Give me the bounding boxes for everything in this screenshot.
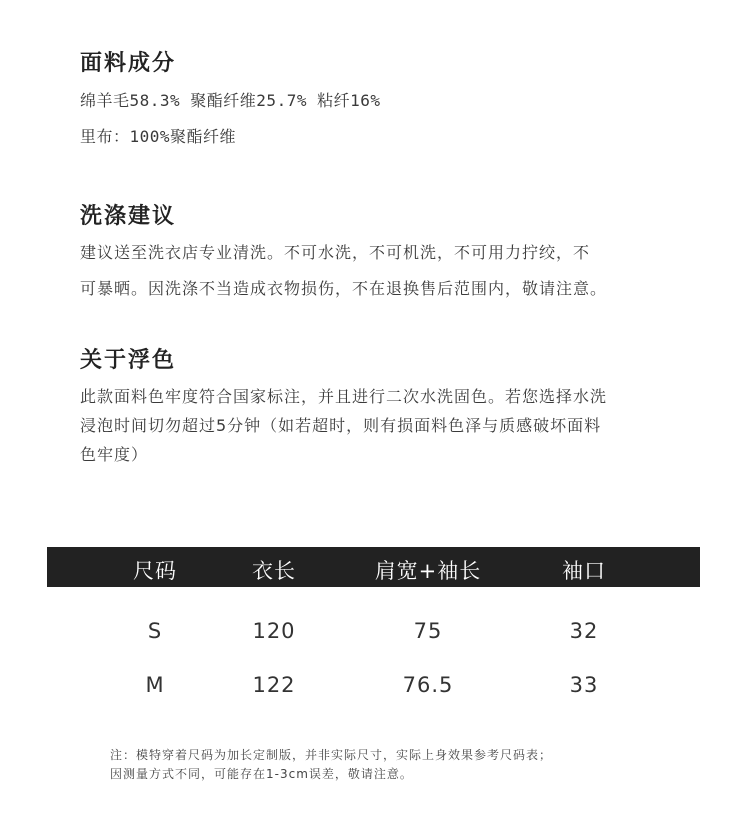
cell-shoulder-sleeve: 75	[413, 619, 443, 643]
cell-length: 120	[252, 619, 296, 643]
washing-text-line-2: 可暴晒。因洗涤不当造成衣物损伤，不在退换售后范围内，敬请注意。	[80, 279, 608, 298]
fabric-lining: 里布：100%聚酯纤维	[80, 127, 237, 146]
fading-title: 关于浮色	[80, 348, 177, 373]
washing-title: 洗涤建议	[80, 204, 177, 229]
note-line-1: 注：模特穿着尺码为加长定制版，并非实际尺寸，实际上身效果参考尺码表；	[110, 748, 553, 762]
header-shoulder-sleeve: 肩宽+袖长	[374, 559, 482, 583]
fading-text-line-1: 此款面料色牢度符合国家标注，并且进行二次水洗固色。若您选择水洗	[80, 387, 608, 406]
size-table-header	[47, 547, 700, 587]
cell-cuff: 32	[569, 619, 599, 643]
note-line-2: 因测量方式不同，可能存在1-3cm误差，敬请注意。	[110, 767, 413, 781]
header-size: 尺码	[133, 559, 177, 583]
cell-size: S	[147, 619, 163, 643]
header-length: 衣长	[252, 559, 296, 583]
cell-cuff: 33	[569, 673, 599, 697]
cell-length: 122	[252, 673, 296, 697]
cell-size: M	[145, 673, 165, 697]
fading-text-line-3: 色牢度）	[80, 445, 149, 464]
washing-text-line-1: 建议送至洗衣店专业清洗。不可水洗，不可机洗，不可用力拧绞，不	[80, 243, 591, 262]
header-cuff: 袖口	[562, 559, 606, 583]
cell-shoulder-sleeve: 76.5	[402, 673, 454, 697]
fabric-composition: 绵羊毛58.3% 聚酯纤维25.7% 粘纤16%	[80, 91, 381, 110]
fading-text-line-2: 浸泡时间切勿超过5分钟（如若超时，则有损面料色泽与质感破坏面料	[80, 416, 602, 435]
fabric-title: 面料成分	[80, 51, 177, 76]
